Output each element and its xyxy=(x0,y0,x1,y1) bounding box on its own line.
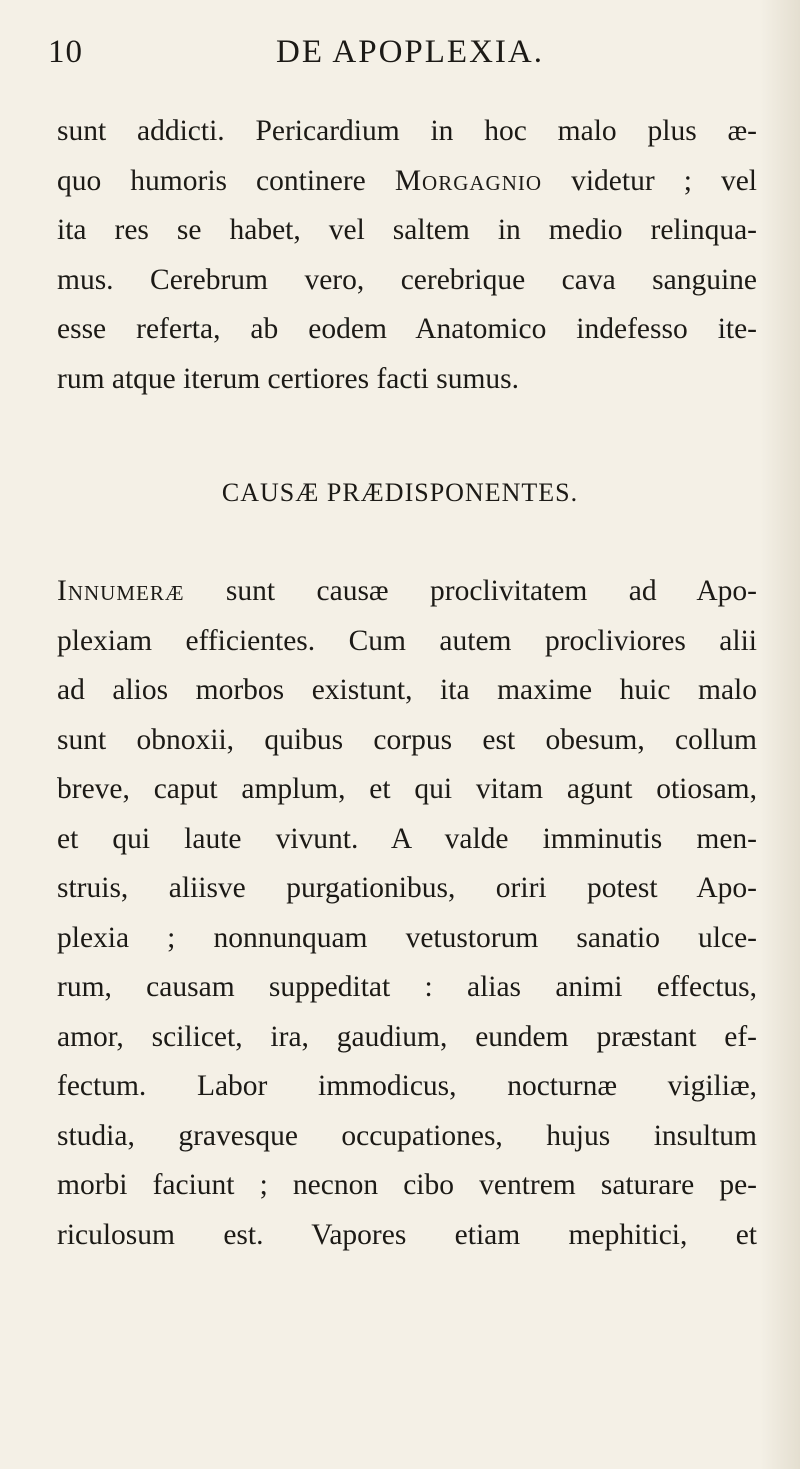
text-line: sunt addicti. Pericardium in hoc malo plus æ- xyxy=(57,115,757,147)
text-line: ad alios morbos existunt, ita maxime huic malo xyxy=(57,674,757,706)
text-line: struis, aliisve purgationibus, oriri potest Apo- xyxy=(57,872,757,904)
text-line: rum atque iterum certiores facti sumus. xyxy=(57,362,520,395)
text-line: mus. Cerebrum vero, cerebrique cava sanguine xyxy=(57,263,757,296)
text-fragment: videtur ; vel xyxy=(542,164,757,197)
text-line: et qui laute vivunt. A valde imminutis men- xyxy=(57,822,757,855)
paragraph-2 xyxy=(57,567,757,1260)
running-head xyxy=(0,34,800,86)
text-line: breve, caput amplum, et qui vitam agunt otiosam, xyxy=(57,773,757,805)
text-line: amor, scilicet, ira, gaudium, eundem præstant ef- xyxy=(57,1020,757,1053)
section-heading: CAUSÆ PRÆDISPONENTES. xyxy=(221,478,579,507)
text-line: rum, causam suppeditat : alias animi effectus, xyxy=(57,971,757,1003)
running-title: DE APOPLEXIA. xyxy=(275,34,544,70)
text-line: studia, gravesque occupationes, hujus insultum xyxy=(57,1119,757,1152)
page-number: 10 xyxy=(48,34,83,70)
text-line: plexiam efficientes. Cum autem procliviores alii xyxy=(57,624,757,657)
text-fragment: sunt causæ proclivitatem ad Apo- xyxy=(184,575,757,607)
author-name: Morgagnio xyxy=(394,164,543,197)
page-edge-shadow xyxy=(760,0,800,1469)
paragraph-1 xyxy=(57,107,757,404)
text-line: plexia ; nonnunquam vetustorum sanatio ulce- xyxy=(57,921,757,954)
text-line: sunt obnoxii, quibus corpus est obesum, collum xyxy=(57,723,757,756)
text-line: morbi faciunt ; necnon cibo ventrem saturare pe- xyxy=(57,1169,757,1201)
text-fragment: quo humoris continere xyxy=(57,164,395,197)
text-line xyxy=(57,157,757,207)
text-line: ita res se habet, vel saltem in medio relinqua- xyxy=(57,214,757,246)
opening-word: Innumeræ xyxy=(57,575,185,607)
text-line: esse referta, ab eodem Anatomico indefesso ite- xyxy=(57,313,757,345)
text-line xyxy=(57,567,757,617)
text-line: fectum. Labor immodicus, nocturnæ vigiliæ, xyxy=(57,1070,757,1102)
text-line: riculosum est. Vapores etiam mephitici, et xyxy=(57,1218,757,1251)
